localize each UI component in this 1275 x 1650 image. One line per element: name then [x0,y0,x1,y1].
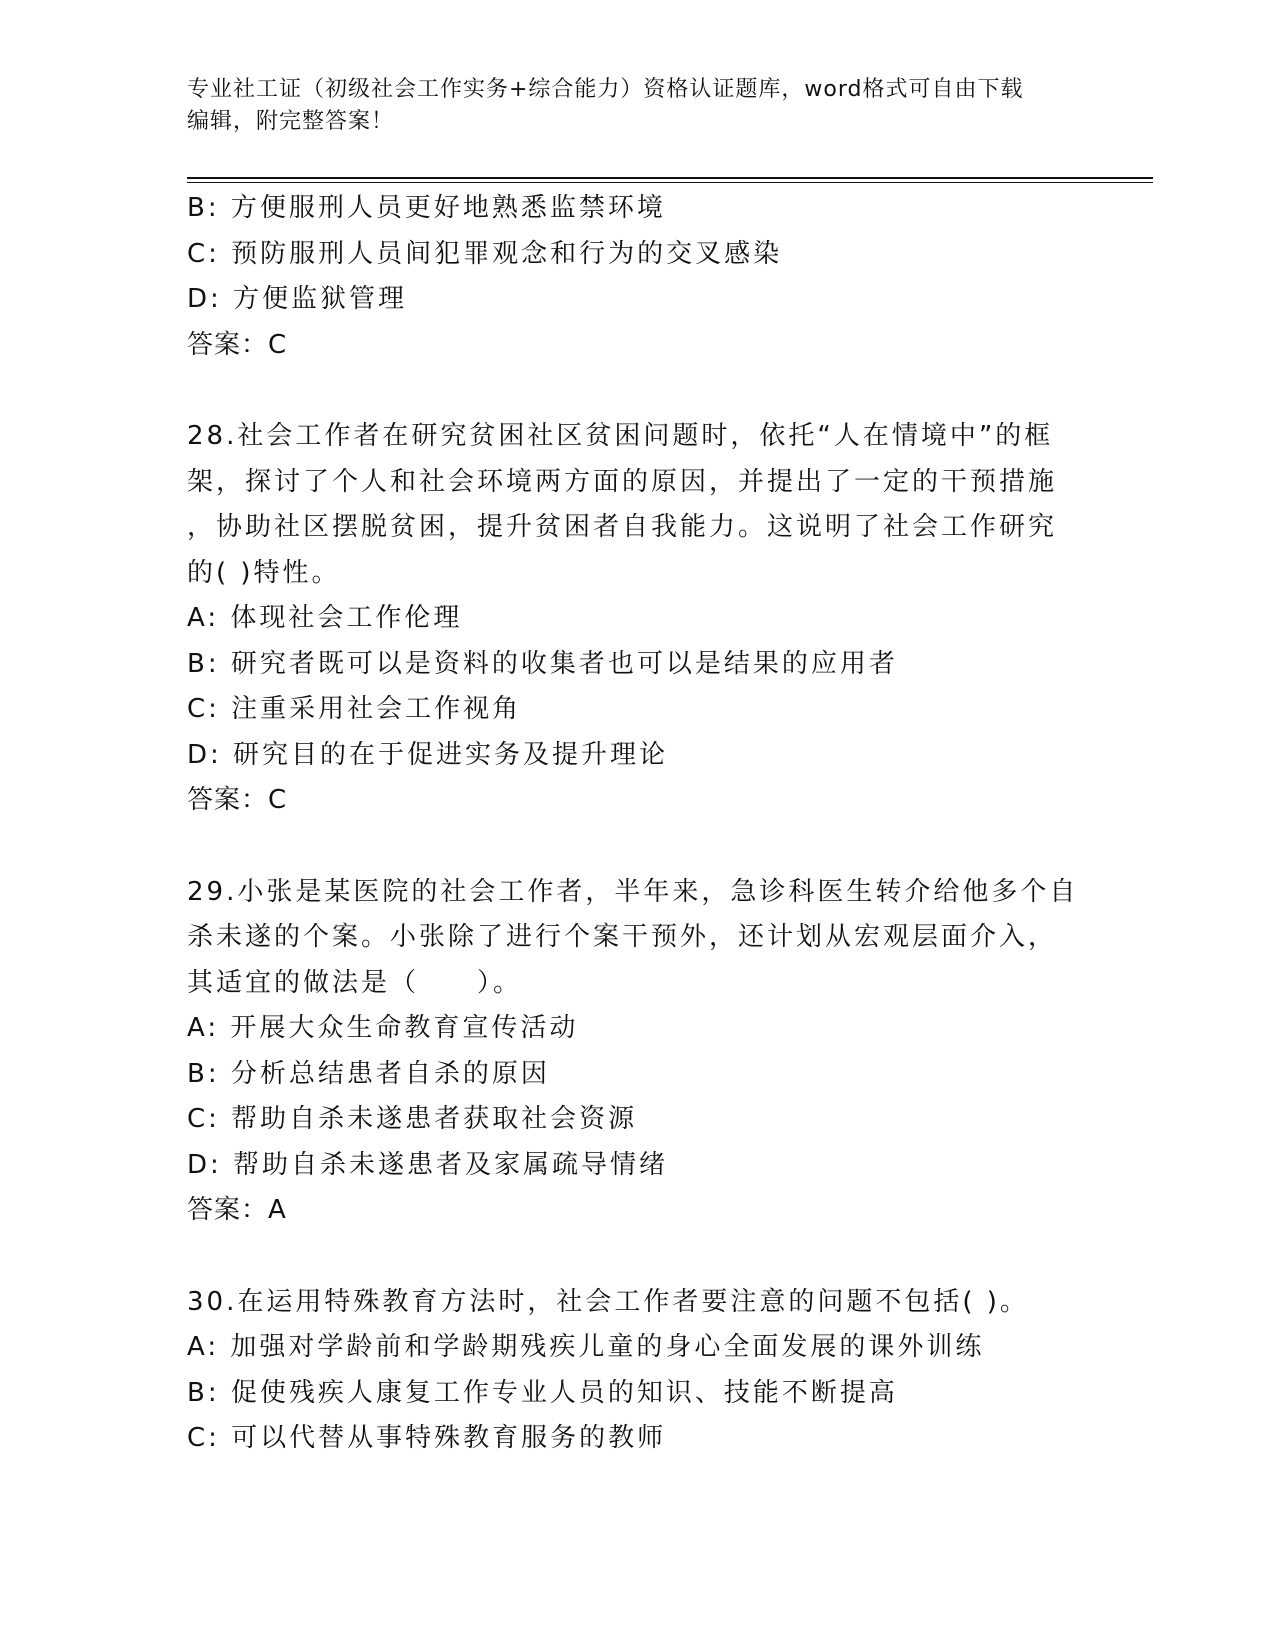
option-c: C: 帮助自杀未遂患者获取社会资源 [187,1104,638,1134]
question-stem-line: ，协助社区摆脱贫困，提升贫困者自我能力。这说明了社会工作研究 [187,512,1058,542]
option-d: D: 研究目的在于促进实务及提升理论 [187,739,669,770]
spacer [187,368,1087,414]
question-content [187,186,1087,1462]
question-stem-line: 29.小张是某医院的社会工作者，半年来，急诊科医生转介给他多个自 [187,876,1079,907]
option-a: A: 体现社会工作伦理 [187,603,463,633]
header-divider-thick [187,177,1153,179]
answer-line: 答案：C [187,785,288,815]
option-b: B: 研究者既可以是资料的收集者也可以是结果的应用者 [187,648,898,679]
question-30 [187,1280,1087,1462]
question-stem-line: 30.在运用特殊教育方法时，社会工作者要注意的问题不包括( )。 [187,1286,1029,1317]
option-a: A: 开展大众生命教育宣传活动 [187,1013,579,1043]
document-header [187,74,1087,138]
header-divider-thin [187,182,1153,183]
answer-line: 答案：A [187,1195,287,1225]
header-line-1: 专业社工证（初级社会工作实务+综合能力）资格认证题库，word格式可自由下载 [187,77,1024,102]
spacer [187,824,1087,870]
option-d: D: 帮助自杀未遂患者及家属疏导情绪 [187,1149,669,1180]
question-stem-line: 的( )特性。 [187,557,341,588]
question-28 [187,414,1087,824]
option-b: B: 分析总结患者自杀的原因 [187,1058,550,1089]
question-stem-line: 架，探讨了个人和社会环境两方面的原因，并提出了一定的干预措施 [187,466,1058,497]
option-c: C: 可以代替从事特殊教育服务的教师 [187,1423,667,1453]
header-line-2: 编辑，附完整答案！ [187,109,395,134]
option-b: B: 方便服刑人员更好地熟悉监禁环境 [187,193,666,223]
question-29 [187,870,1087,1234]
question-stem-line: 杀未遂的个案。小张除了进行个案干预外，还计划从宏观层面介入， [187,922,1058,952]
spacer [187,1234,1087,1280]
question-stem-line: 28.社会工作者在研究贫困社区贫困问题时，依托“人在情境中”的框 [187,421,1054,451]
continued-question [187,186,1087,368]
option-a: A: 加强对学龄前和学龄期残疾儿童的身心全面发展的课外训练 [187,1332,985,1362]
option-b: B: 促使残疾人康复工作专业人员的知识、技能不断提高 [187,1377,898,1408]
answer-line: 答案：C [187,329,288,360]
question-stem-line: 其适宜的做法是（ ）。 [187,967,523,998]
option-c: C: 注重采用社会工作视角 [187,694,522,724]
option-d: D: 方便监狱管理 [187,284,408,314]
option-c: C: 预防服刑人员间犯罪观念和行为的交叉感染 [187,238,783,269]
